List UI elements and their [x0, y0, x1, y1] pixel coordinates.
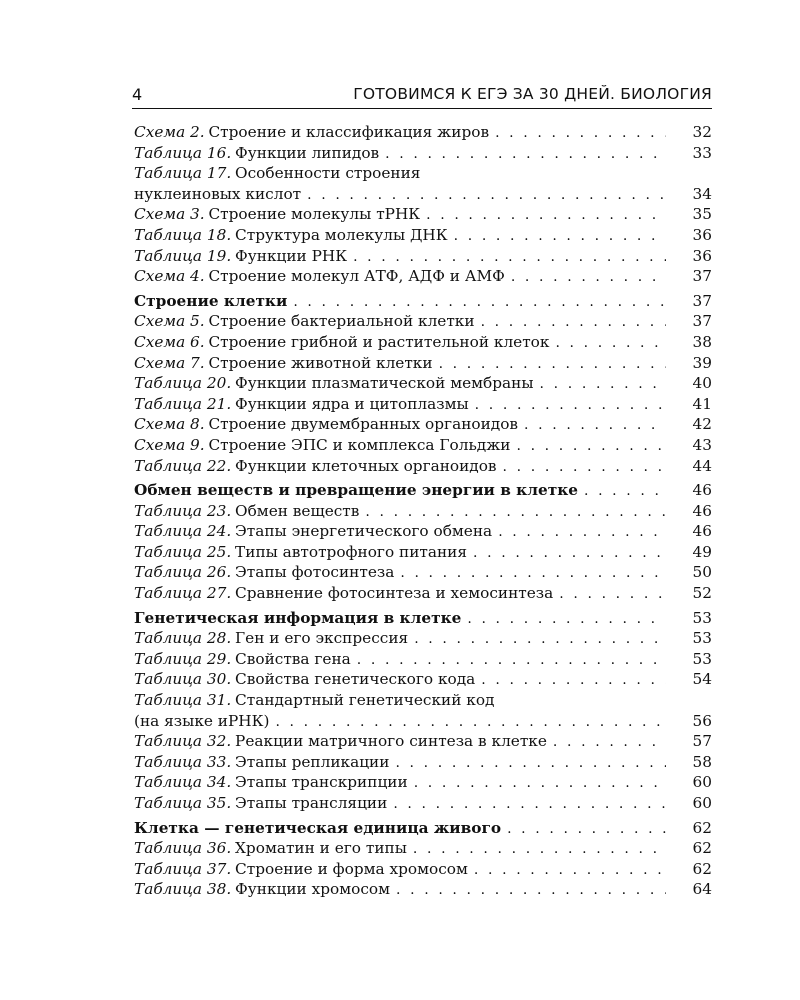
toc-entry-kind: Таблица 21. [134, 394, 232, 413]
toc-entry-title: Функции РНК [235, 246, 348, 265]
toc-entry-line [134, 690, 712, 711]
toc-page-number: 57 [692, 732, 712, 751]
toc-entry [134, 332, 712, 353]
toc-entry-label [134, 122, 489, 143]
toc-entry-label [134, 456, 497, 477]
toc-entry-kind: Таблица 30. [134, 670, 232, 689]
toc-entry [134, 143, 712, 164]
toc-entry-line [134, 122, 712, 143]
toc-entry-label [134, 711, 269, 732]
toc-page-number: 53 [692, 608, 712, 627]
toc-entry [134, 204, 712, 225]
toc-entry-label [134, 332, 549, 353]
toc-entry [134, 456, 712, 477]
toc-entry-title: Строение животной клетки [208, 353, 433, 372]
toc-entry [134, 501, 712, 522]
toc-entry-label [134, 521, 492, 542]
toc-entry-label [134, 435, 510, 456]
toc-entry-kind: Таблица 16. [134, 143, 232, 162]
toc-page-number: 41 [692, 394, 712, 413]
dot-leader [394, 563, 666, 584]
toc-entry-line [134, 608, 712, 629]
toc-entry-line [134, 311, 712, 332]
dot-leader [547, 732, 666, 753]
toc-page-number: 53 [692, 629, 712, 648]
toc-page-number: 39 [692, 353, 712, 372]
dot-leader [379, 144, 666, 165]
toc-entry-label [134, 838, 407, 859]
dot-leader [301, 185, 666, 206]
toc-entry-title: Строение и форма хромосом [235, 859, 468, 878]
toc-entry-kind: Таблица 27. [134, 584, 232, 603]
toc-entry-line [134, 562, 712, 583]
toc-entry-label [134, 480, 578, 501]
toc-entry-title: Особенности строения [235, 164, 421, 183]
toc-entry-label [134, 246, 347, 267]
dot-leader [347, 247, 666, 268]
toc-entry-title: Функции хромосом [235, 880, 391, 899]
dot-leader [469, 395, 666, 416]
running-header [132, 84, 712, 109]
dot-leader [351, 650, 666, 671]
toc-entry-line [134, 204, 712, 225]
toc-entry-title: Этапы фотосинтеза [235, 563, 395, 582]
toc-entry-kind: Таблица 33. [134, 752, 232, 771]
toc-entry-kind: Схема 3. [134, 205, 205, 224]
toc-entry-label [134, 501, 359, 522]
toc-entry-title: Строение молекулы тРНК [208, 205, 421, 224]
toc-section-heading [134, 291, 712, 312]
toc-entry-label [134, 163, 420, 184]
toc-entry-label [134, 225, 448, 246]
toc-entry [134, 163, 712, 204]
toc-entry-title: Структура молекулы ДНК [235, 225, 448, 244]
toc-entry-label [134, 669, 475, 690]
toc-entry [134, 122, 712, 143]
toc-page-number: 62 [692, 839, 712, 858]
toc-entry-label [134, 143, 379, 164]
toc-entry [134, 859, 712, 880]
toc-entry-label [134, 291, 287, 312]
dot-leader [475, 312, 666, 333]
toc-entry-title: Хроматин и его типы [235, 839, 407, 858]
toc-entry-label [134, 266, 505, 287]
toc-entry-line [134, 838, 712, 859]
toc-entry-line [134, 184, 712, 205]
toc-page-number: 42 [692, 415, 712, 434]
toc-page-number: 35 [692, 205, 712, 224]
toc-entry-title: Функции плазматической мембраны [235, 374, 534, 393]
toc-entry-line [134, 353, 712, 374]
toc-section-title: Обмен веществ и превращение энергии в клетке [134, 481, 578, 500]
toc-entry-label [134, 752, 389, 773]
toc-entry [134, 225, 712, 246]
toc-page-number: 38 [692, 332, 712, 351]
toc-entry-label [134, 204, 420, 225]
toc-entry [134, 772, 712, 793]
toc-entry-line [134, 731, 712, 752]
toc-entry-line [134, 435, 712, 456]
dot-leader [510, 436, 666, 457]
toc-entry-line [134, 163, 712, 184]
dot-leader [359, 502, 666, 523]
dot-leader [497, 457, 666, 478]
toc-page-number: 37 [692, 312, 712, 331]
book-title: ГОТОВИМСЯ К ЕГЭ ЗА 30 ДНЕЙ. БИОЛОГИЯ [353, 85, 712, 103]
toc-entry [134, 838, 712, 859]
toc-page-number: 52 [692, 584, 712, 603]
toc-entry-line [134, 291, 712, 312]
toc-entry-kind: Схема 8. [134, 415, 205, 434]
toc-entry-kind: Таблица 37. [134, 859, 232, 878]
toc-page-number: 36 [692, 246, 712, 265]
toc-entry [134, 311, 712, 332]
toc-entry [134, 752, 712, 773]
toc-page-number: 54 [692, 670, 712, 689]
toc-entry-title: Строение и классификация жиров [208, 123, 490, 141]
toc-entry-line [134, 649, 712, 670]
toc-entry-line [134, 628, 712, 649]
toc-section-title: Генетическая информация в клетке [134, 608, 462, 627]
toc-entry-kind: Схема 9. [134, 435, 205, 454]
toc-entry-kind: Таблица 36. [134, 839, 232, 858]
dot-leader [489, 123, 666, 144]
toc-entry-label [134, 793, 387, 814]
toc-entry-line [134, 818, 712, 839]
toc-entry-kind: Таблица 23. [134, 501, 232, 520]
dot-leader [549, 333, 666, 354]
toc-entry-line [134, 879, 712, 900]
toc-entry-title: Стандартный генетический код [235, 691, 495, 710]
toc-entry-title: Функции ядра и цитоплазмы [235, 394, 469, 413]
dot-leader [433, 354, 666, 375]
toc-entry-label [134, 818, 501, 839]
toc-entry-line [134, 752, 712, 773]
toc-entry-line [134, 793, 712, 814]
toc-page-number: 62 [692, 859, 712, 878]
toc-entry-kind: Таблица 32. [134, 732, 232, 751]
toc-section-heading [134, 608, 712, 629]
dot-leader [505, 267, 666, 288]
toc-entry [134, 414, 712, 435]
toc-entry-line [134, 394, 712, 415]
toc-entry-kind: Таблица 35. [134, 794, 232, 812]
toc-page-number: 46 [692, 522, 712, 541]
toc-entry-label [134, 859, 468, 880]
dot-leader [269, 712, 666, 733]
dot-leader [390, 880, 666, 901]
toc-page-number: 40 [692, 374, 712, 393]
toc-entry-line [134, 583, 712, 604]
toc-entry-title: Типы автотрофного питания [235, 542, 468, 561]
toc-entry-title: Этапы репликации [235, 752, 390, 771]
toc-entry-kind: Таблица 29. [134, 649, 232, 668]
toc-page-number: 60 [692, 794, 712, 812]
toc-page-number: 36 [692, 225, 712, 244]
toc-entry [134, 669, 712, 690]
toc-entry-title: Обмен веществ [235, 501, 360, 520]
toc-entry-label [134, 542, 467, 563]
toc-entry [134, 649, 712, 670]
dot-leader [407, 839, 666, 860]
toc-entry [134, 353, 712, 374]
toc-page-number: 58 [692, 752, 712, 771]
toc-entry-title: Строение двумембранных органоидов [208, 415, 519, 434]
toc-entry-kind: Таблица 31. [134, 691, 232, 710]
dot-leader [408, 629, 666, 650]
toc-page-number: 64 [692, 880, 712, 899]
toc-entry-line [134, 414, 712, 435]
toc-entry-kind: Таблица 20. [134, 374, 232, 393]
table-of-contents [134, 122, 712, 900]
toc-entry-title: Строение грибной и растительной клеток [208, 332, 550, 351]
toc-entry [134, 793, 712, 814]
toc-entry-line [134, 143, 712, 164]
toc-page-number: 37 [692, 267, 712, 286]
toc-entry-line [134, 266, 712, 287]
toc-entry [134, 690, 712, 731]
toc-entry-label [134, 562, 394, 583]
toc-entry-title-continued: нуклеиновых кислот [134, 184, 302, 203]
toc-page-number: 34 [692, 184, 712, 203]
dot-leader [492, 522, 666, 543]
toc-entry [134, 583, 712, 604]
toc-section-title: Клетка — генетическая единица живого [134, 818, 502, 837]
toc-page-number: 60 [692, 773, 712, 792]
toc-page-number: 37 [692, 291, 712, 310]
toc-entry-line [134, 332, 712, 353]
dot-leader [578, 481, 666, 502]
toc-entry-kind: Таблица 25. [134, 542, 232, 561]
dot-leader [461, 609, 666, 630]
toc-entry-kind: Таблица 22. [134, 456, 232, 475]
toc-entry-title: Этапы трансляции [235, 794, 388, 812]
toc-entry-line [134, 501, 712, 522]
toc-entry-label [134, 373, 534, 394]
toc-entry [134, 246, 712, 267]
toc-entry-line [134, 711, 712, 732]
toc-entry [134, 435, 712, 456]
dot-leader [387, 794, 666, 815]
toc-entry [134, 628, 712, 649]
toc-entry-kind: Таблица 34. [134, 773, 232, 792]
dot-leader [501, 819, 666, 840]
dot-leader [467, 543, 666, 564]
toc-entry-line [134, 246, 712, 267]
toc-entry-label [134, 583, 553, 604]
toc-entry-title: Функции липидов [235, 143, 380, 162]
toc-page-number: 33 [692, 143, 712, 162]
toc-entry-title: Свойства гена [235, 649, 351, 668]
toc-entry-kind: Таблица 28. [134, 629, 232, 648]
toc-entry-label [134, 184, 301, 205]
toc-page-number: 49 [692, 542, 712, 561]
dot-leader [534, 374, 666, 395]
toc-entry-kind: Схема 7. [134, 353, 205, 372]
toc-entry-label [134, 731, 547, 752]
toc-entry-title: Строение ЭПС и комплекса Гольджи [208, 435, 511, 454]
toc-page-number: 43 [692, 435, 712, 454]
dot-leader [448, 226, 666, 247]
toc-entry [134, 394, 712, 415]
dot-leader [475, 670, 666, 691]
toc-entry-label [134, 772, 408, 793]
toc-entry-kind: Схема 4. [134, 267, 205, 286]
toc-entry-title: Ген и его экспрессия [235, 629, 409, 648]
toc-page-number: 56 [692, 711, 712, 730]
toc-entry-title: Свойства генетического кода [235, 670, 476, 689]
toc-entry-kind: Таблица 17. [134, 164, 232, 183]
toc-entry [134, 562, 712, 583]
dot-leader [553, 584, 666, 605]
toc-entry-label [134, 690, 494, 711]
toc-entry-kind: Схема 2. [134, 123, 205, 141]
toc-page-number: 46 [692, 501, 712, 520]
toc-page-number: 44 [692, 456, 712, 475]
toc-entry-kind: Таблица 18. [134, 225, 232, 244]
toc-entry-line [134, 456, 712, 477]
toc-entry-kind: Схема 5. [134, 312, 205, 331]
toc-entry [134, 266, 712, 287]
toc-entry-label [134, 414, 518, 435]
toc-entry-label [134, 353, 433, 374]
toc-page-number: 32 [692, 123, 712, 141]
toc-entry-kind: Таблица 26. [134, 563, 232, 582]
toc-entry [134, 879, 712, 900]
dot-leader [408, 773, 666, 794]
toc-entry-title-continued: (на языке иРНК) [134, 711, 270, 730]
toc-section-title: Строение клетки [134, 291, 288, 310]
toc-entry [134, 521, 712, 542]
toc-entry-label [134, 628, 408, 649]
toc-entry-line [134, 542, 712, 563]
toc-page-number: 62 [692, 818, 712, 837]
dot-leader [287, 292, 666, 313]
dot-leader [420, 205, 666, 226]
toc-entry-kind: Таблица 24. [134, 522, 232, 541]
toc-entry [134, 731, 712, 752]
toc-entry-line [134, 225, 712, 246]
dot-leader [389, 753, 666, 774]
toc-page-number: 50 [692, 563, 712, 582]
toc-entry-line [134, 669, 712, 690]
toc-entry-line [134, 373, 712, 394]
dot-leader [518, 415, 666, 436]
toc-entry-kind: Схема 6. [134, 332, 205, 351]
page-number: 4 [132, 85, 143, 104]
toc-entry-line [134, 859, 712, 880]
toc-entry-title: Функции клеточных органоидов [235, 456, 497, 475]
toc-entry-label [134, 879, 390, 900]
toc-entry-title: Строение бактериальной клетки [208, 312, 475, 331]
toc-entry-kind: Таблица 38. [134, 880, 232, 899]
toc-entry-kind: Таблица 19. [134, 246, 232, 265]
toc-page-number: 46 [692, 481, 712, 500]
toc-page-number: 53 [692, 649, 712, 668]
toc-entry-title: Строение молекул АТФ, АДФ и АМФ [208, 267, 505, 286]
toc-entry-title: Сравнение фотосинтеза и хемосинтеза [235, 584, 554, 603]
dot-leader [468, 860, 666, 881]
toc-entry-label [134, 608, 461, 629]
toc-entry [134, 542, 712, 563]
toc-section-heading [134, 480, 712, 501]
toc-entry-label [134, 649, 351, 670]
toc-section-heading [134, 818, 712, 839]
toc-entry-title: Реакции матричного синтеза в клетке [235, 732, 547, 751]
toc-entry-title: Этапы энергетического обмена [235, 522, 493, 541]
toc-entry-label [134, 311, 475, 332]
toc-entry-line [134, 480, 712, 501]
toc-entry-title: Этапы транскрипции [235, 773, 408, 792]
toc-entry-label [134, 394, 469, 415]
toc-entry [134, 373, 712, 394]
toc-entry-line [134, 772, 712, 793]
toc-entry-line [134, 521, 712, 542]
